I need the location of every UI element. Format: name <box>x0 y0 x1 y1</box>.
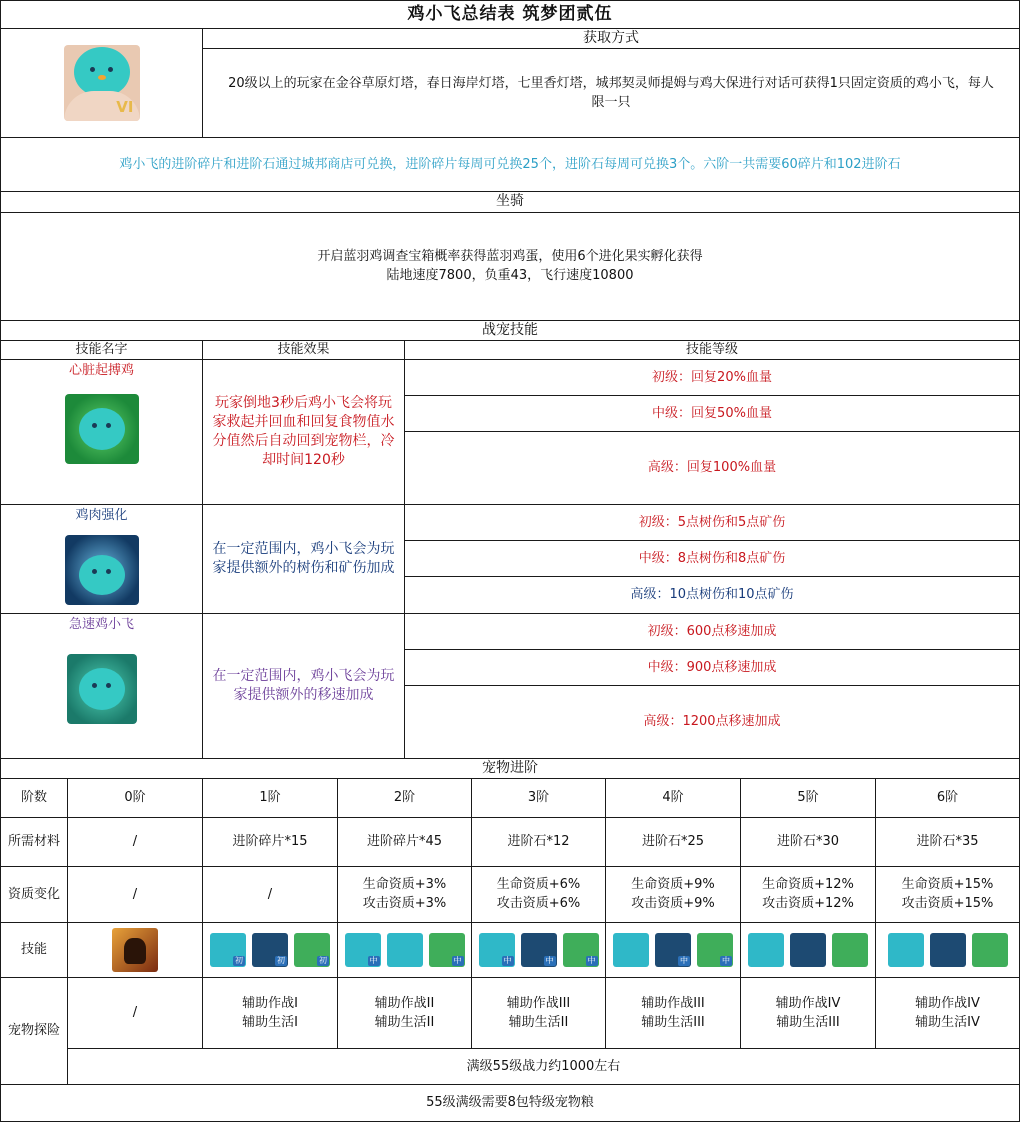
skill-3-effect: 在一定范围内，鸡小飞会为玩家提供额外的移速加成 <box>202 613 405 759</box>
row-label-explore: 宠物探险 <box>0 977 68 1085</box>
row-label-aptitude: 资质变化 <box>0 866 68 923</box>
skill-3-level-3: 高级：1200点移速加成 <box>404 685 1020 759</box>
aptitude-2-hp: 生命资质+3% <box>362 877 447 892</box>
explore-5-life: 辅助生活III <box>776 1014 840 1030</box>
heart-chicken-icon <box>429 933 465 967</box>
skill-tier-tag: 初 <box>319 955 327 965</box>
aptitude-4 <box>605 866 741 923</box>
skill-icons-4 <box>605 922 741 978</box>
skill-tier-tag: 中 <box>453 955 462 965</box>
chicken-boost-icon <box>655 933 691 967</box>
chicken-boost-icon <box>790 933 826 967</box>
stage-2: 2阶 <box>337 778 472 818</box>
explore-3-combat: 辅助作战III <box>506 995 571 1011</box>
chicken-skill-icon <box>387 933 423 967</box>
aptitude-5 <box>740 866 876 923</box>
aptitude-3-atk: 攻击资质+6% <box>496 896 581 911</box>
explore-4-combat: 辅助作战III <box>641 995 705 1011</box>
heart-chicken-icon <box>563 933 599 967</box>
mount-header: 坐骑 <box>0 191 1020 213</box>
skill-tier-tag: 中 <box>503 955 512 965</box>
chicken-boost-icon <box>252 933 288 967</box>
skill-icons-2 <box>337 922 472 978</box>
material-0: / <box>67 817 203 867</box>
aptitude-3-hp: 生命资质+6% <box>496 877 581 892</box>
explore-2-combat: 辅助作战II <box>374 995 435 1011</box>
stage-5: 5阶 <box>740 778 876 818</box>
chicken-skill-icon <box>479 933 515 967</box>
acquire-text: 20级以上的玩家在金谷草原灯塔，春日海岸灯塔，七里香灯塔，城邦契灵师提姆与鸡大保进行对话可获得1只固定资质的鸡小飞，每人限一只 <box>202 48 1020 138</box>
heart-chicken-icon <box>972 933 1008 967</box>
explore-4-life: 辅助生活III <box>641 1014 705 1030</box>
material-6: 进阶石*35 <box>875 817 1020 867</box>
stage-4: 4阶 <box>605 778 741 818</box>
advance-header: 宠物进阶 <box>0 758 1020 779</box>
pet-portrait-icon <box>64 45 140 121</box>
skill-1-name-cell <box>0 359 203 505</box>
explore-5-combat: 辅助作战IV <box>775 995 841 1011</box>
vi-badge: VI <box>116 97 134 116</box>
skill-1-level-3: 高级：回复100%血量 <box>404 431 1020 505</box>
acquire-header: 获取方式 <box>202 28 1020 49</box>
heart-chicken-skill-icon <box>65 394 139 464</box>
skill-tier-tag: 中 <box>722 955 730 965</box>
skill-2-name-cell <box>0 504 203 614</box>
aptitude-5-atk: 攻击资质+12% <box>762 896 854 911</box>
material-1: 进阶碎片*15 <box>202 817 338 867</box>
skill-1-effect: 玩家倒地3秒后鸡小飞会将玩家救起并回血和回复食物值水分值然后自动回到宠物栏，冷却时间120秒 <box>202 359 405 505</box>
speed-chicken-skill-icon <box>67 654 137 724</box>
skill-2-effect: 在一定范围内，鸡小飞会为玩家提供额外的树伤和矿伤加成 <box>202 504 405 614</box>
mount-info <box>0 212 1020 321</box>
aptitude-0 <box>67 866 203 923</box>
skill-3-name: 急速鸡小飞 <box>68 617 134 632</box>
aptitude-4-atk: 攻击资质+9% <box>631 896 715 911</box>
stage-3: 3阶 <box>471 778 606 818</box>
skills-header: 战宠技能 <box>0 320 1020 341</box>
skill-2-name: 鸡肉强化 <box>75 508 128 523</box>
aptitude-6-atk: 攻击资质+15% <box>901 896 994 911</box>
material-3: 进阶石*12 <box>471 817 606 867</box>
fire-beast-skill-icon <box>112 928 158 972</box>
skill-2-level-3: 高级：10点树伤和10点矿伤 <box>404 576 1020 614</box>
skill-icons-3 <box>471 922 606 978</box>
chicken-boost-icon <box>521 933 557 967</box>
stage-6: 6阶 <box>875 778 1020 818</box>
explore-6-life: 辅助生活IV <box>915 1014 980 1030</box>
footer-note: 55级满级需要8包特级宠物粮 <box>0 1084 1020 1122</box>
skill-1-level-2: 中级：回复50%血量 <box>404 395 1020 432</box>
sheet-title: 鸡小飞总结表 筑梦团贰伍 <box>0 0 1020 29</box>
skill-2-level-2: 中级：8点树伤和8点矿伤 <box>404 540 1020 577</box>
exchange-note: 鸡小飞的进阶碎片和进阶石通过城邦商店可兑换，进阶碎片每周可兑换25个，进阶石每周可兑换3个。六阶一共需要60碎片和102进阶石 <box>0 137 1020 192</box>
skill-tier-tag: 中 <box>680 955 688 965</box>
skill-1-level-1: 初级：回复20%血量 <box>404 359 1020 396</box>
explore-6 <box>875 977 1020 1049</box>
col-skill-level: 技能等级 <box>404 340 1020 360</box>
chicken-skill-icon <box>345 933 381 967</box>
power-note: 满级55级战力约1000左右 <box>67 1048 1020 1085</box>
explore-1-life: 辅助生活I <box>242 1014 298 1030</box>
explore-6-combat: 辅助作战IV <box>915 995 980 1011</box>
skill-3-name-cell <box>0 613 203 759</box>
col-skill-name: 技能名字 <box>0 340 203 360</box>
skill-2-level-1: 初级：5点树伤和5点矿伤 <box>404 504 1020 541</box>
aptitude-6 <box>875 866 1020 923</box>
material-5: 进阶石*30 <box>740 817 876 867</box>
mount-line-1: 开启蓝羽鸡调查宝箱概率获得蓝羽鸡蛋，使用6个进化果实孵化获得 <box>317 249 703 264</box>
aptitude-0-hp: / <box>132 886 138 902</box>
skill-3-level-2: 中级：900点移速加成 <box>404 649 1020 686</box>
skill-icons-5 <box>740 922 876 978</box>
explore-2 <box>337 977 472 1049</box>
skill-icons-0 <box>67 922 203 978</box>
aptitude-2-atk: 攻击资质+3% <box>362 896 447 911</box>
skill-tier-tag: 中 <box>369 955 378 965</box>
aptitude-3 <box>471 866 606 923</box>
aptitude-5-hp: 生命资质+12% <box>762 877 854 892</box>
heart-chicken-icon <box>697 933 733 967</box>
explore-0-combat: / <box>132 1005 138 1020</box>
skill-tier-tag: 中 <box>587 955 596 965</box>
skill-tier-tag: 初 <box>235 955 243 965</box>
row-label-skill: 技能 <box>0 922 68 978</box>
heart-chicken-icon <box>294 933 330 967</box>
mount-line-2: 陆地速度7800，负重43，飞行速度10800 <box>386 268 634 283</box>
col-skill-effect: 技能效果 <box>202 340 405 360</box>
explore-0 <box>67 977 203 1049</box>
chicken-skill-icon <box>888 933 924 967</box>
row-label-stage: 阶数 <box>0 778 68 818</box>
explore-4 <box>605 977 741 1049</box>
explore-1 <box>202 977 338 1049</box>
explore-5 <box>740 977 876 1049</box>
aptitude-2 <box>337 866 472 923</box>
skill-icons-1 <box>202 922 338 978</box>
material-4: 进阶石*25 <box>605 817 741 867</box>
chicken-boost-skill-icon <box>65 535 139 605</box>
aptitude-4-hp: 生命资质+9% <box>631 877 715 892</box>
skill-tier-tag: 初 <box>277 955 285 965</box>
row-label-materials: 所需材料 <box>0 817 68 867</box>
material-2: 进阶碎片*45 <box>337 817 472 867</box>
chicken-boost-icon <box>930 933 966 967</box>
skill-3-level-1: 初级：600点移速加成 <box>404 613 1020 650</box>
stage-0: 0阶 <box>67 778 203 818</box>
pet-portrait-cell <box>0 28 203 138</box>
heart-chicken-icon <box>832 933 868 967</box>
explore-2-life: 辅助生活II <box>374 1014 435 1030</box>
stage-1: 1阶 <box>202 778 338 818</box>
explore-3-life: 辅助生活II <box>508 1014 569 1030</box>
chicken-skill-icon <box>613 933 649 967</box>
aptitude-1 <box>202 866 338 923</box>
chicken-skill-icon <box>210 933 246 967</box>
explore-1-combat: 辅助作战I <box>242 995 298 1011</box>
aptitude-6-hp: 生命资质+15% <box>901 877 994 892</box>
chicken-skill-icon <box>748 933 784 967</box>
aptitude-1-hp: / <box>267 886 273 902</box>
skill-tier-tag: 中 <box>545 955 554 965</box>
explore-3 <box>471 977 606 1049</box>
skill-icons-6 <box>875 922 1020 978</box>
skill-1-name: 心脏起搏鸡 <box>68 363 134 378</box>
